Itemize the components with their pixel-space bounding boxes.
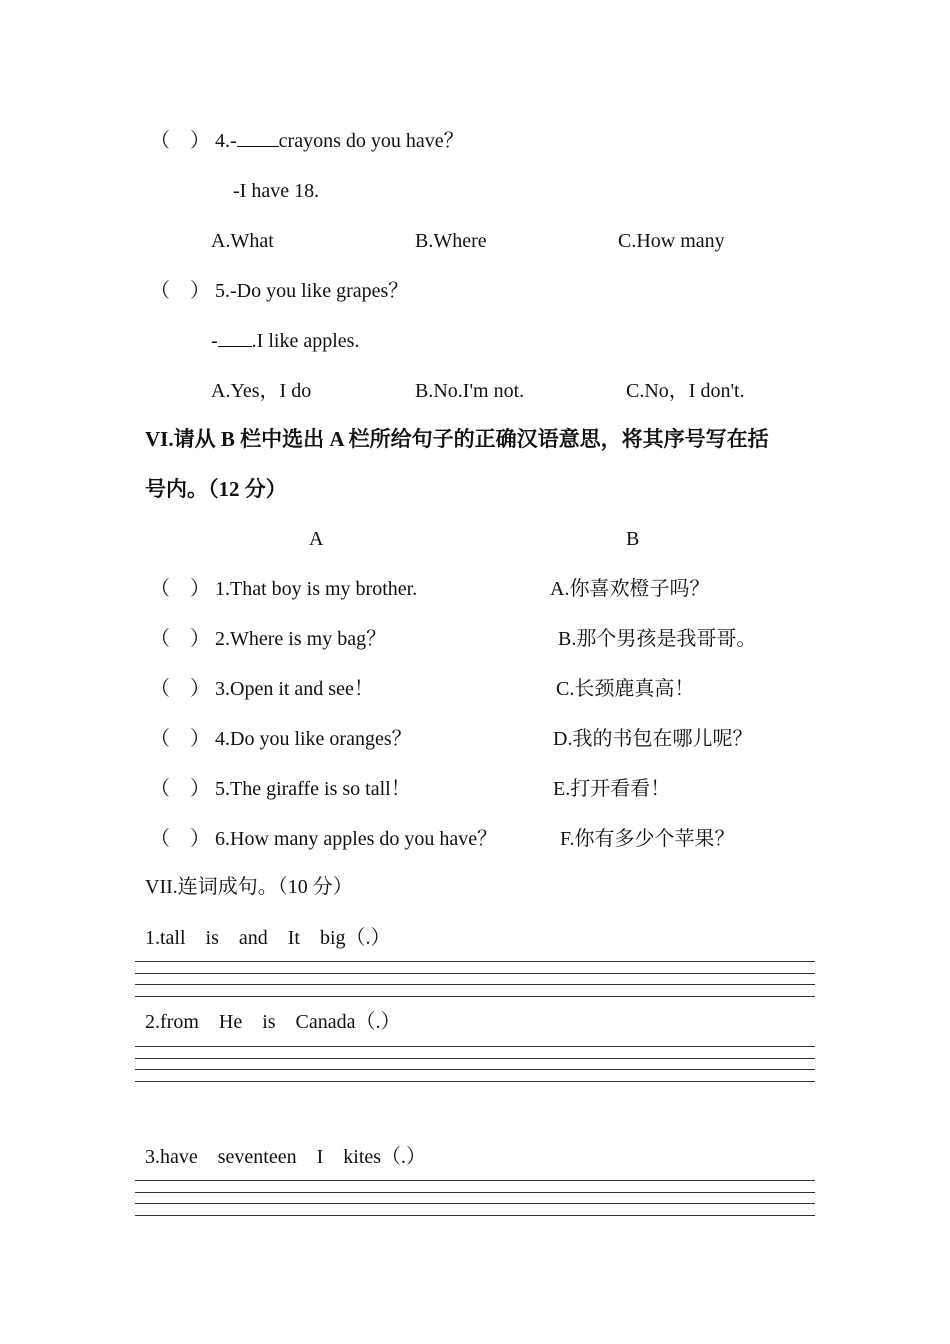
writing-lines[interactable] (135, 1046, 815, 1092)
answer-paren[interactable]: （ ） (150, 678, 210, 700)
match-b-text: C.长颈鹿真高！ (556, 678, 695, 700)
match-a-text: 3.Open it and see！ (215, 678, 374, 700)
match-b-text: E.打开看看！ (553, 778, 671, 800)
writing-lines[interactable] (135, 1180, 815, 1226)
q5-option-c: C.No，I don't. (626, 380, 745, 402)
q4-stem-tail: crayons do you have？ (278, 130, 464, 152)
match-b-text: F.你有多少个苹果？ (560, 828, 735, 850)
section-vi-heading: VI.请从 B 栏中选出 A 栏所给句子的正确汉语意思，将其序号写在括 (145, 427, 769, 451)
sentence-item-2: 2.from He is Canada（.） (145, 1011, 401, 1033)
q4-stem (150, 128, 464, 154)
match-b-text: B.那个男孩是我哥哥。 (558, 628, 757, 650)
answer-paren[interactable]: （ ） (150, 728, 210, 750)
match-row (150, 826, 497, 852)
match-row (150, 726, 412, 752)
writing-lines[interactable] (135, 961, 815, 1007)
answer-paren[interactable]: （ ） (150, 778, 210, 800)
q5-option-b: B.No.I'm not. (415, 380, 525, 402)
match-row (150, 776, 411, 802)
q5-answer-line (211, 328, 359, 354)
section-vi-heading-cont: 号内。（12 分） (145, 477, 287, 501)
q4-option-b: B.Where (415, 230, 487, 252)
match-a-text: 6.How many apples do you have？ (215, 828, 498, 850)
q5-answer-prefix: - (211, 330, 218, 352)
fill-blank[interactable] (237, 128, 279, 147)
match-b-text: D.我的书包在哪儿呢？ (553, 728, 753, 750)
match-row (150, 626, 386, 652)
answer-paren[interactable]: （ ） (150, 578, 210, 600)
q4-number: 4.- (215, 130, 237, 152)
q5-option-a: A.Yes，I do (211, 380, 312, 402)
sentence-item-3: 3.have seventeen I kites（.） (145, 1146, 427, 1168)
answer-paren[interactable]: （ ） (150, 828, 210, 850)
sentence-item-1: 1.tall is and It big（.） (145, 927, 391, 949)
match-a-text: 1.That boy is my brother. (215, 578, 418, 600)
match-row (150, 676, 374, 702)
q4-option-c: C.How many (618, 230, 725, 252)
match-a-text: 5.The giraffe is so tall！ (215, 778, 411, 800)
fill-blank[interactable] (218, 328, 252, 347)
q5-stem (150, 278, 408, 304)
answer-paren[interactable]: （ ） (150, 130, 210, 152)
column-a-header: A (309, 528, 324, 550)
q5-question: 5.-Do you like grapes？ (215, 280, 409, 302)
q4-answer-line: -I have 18. (233, 180, 320, 202)
match-b-text: A.你喜欢橙子吗？ (550, 578, 710, 600)
section-vii-heading: VII.连词成句。（10 分） (145, 876, 353, 898)
answer-paren[interactable]: （ ） (150, 280, 210, 302)
match-row (150, 576, 417, 602)
answer-paren[interactable]: （ ） (150, 628, 210, 650)
match-a-text: 4.Do you like oranges？ (215, 728, 412, 750)
match-a-text: 2.Where is my bag？ (215, 628, 387, 650)
q5-answer-tail: .I like apples. (251, 330, 360, 352)
q4-option-a: A.What (211, 230, 274, 252)
column-b-header: B (626, 528, 640, 550)
